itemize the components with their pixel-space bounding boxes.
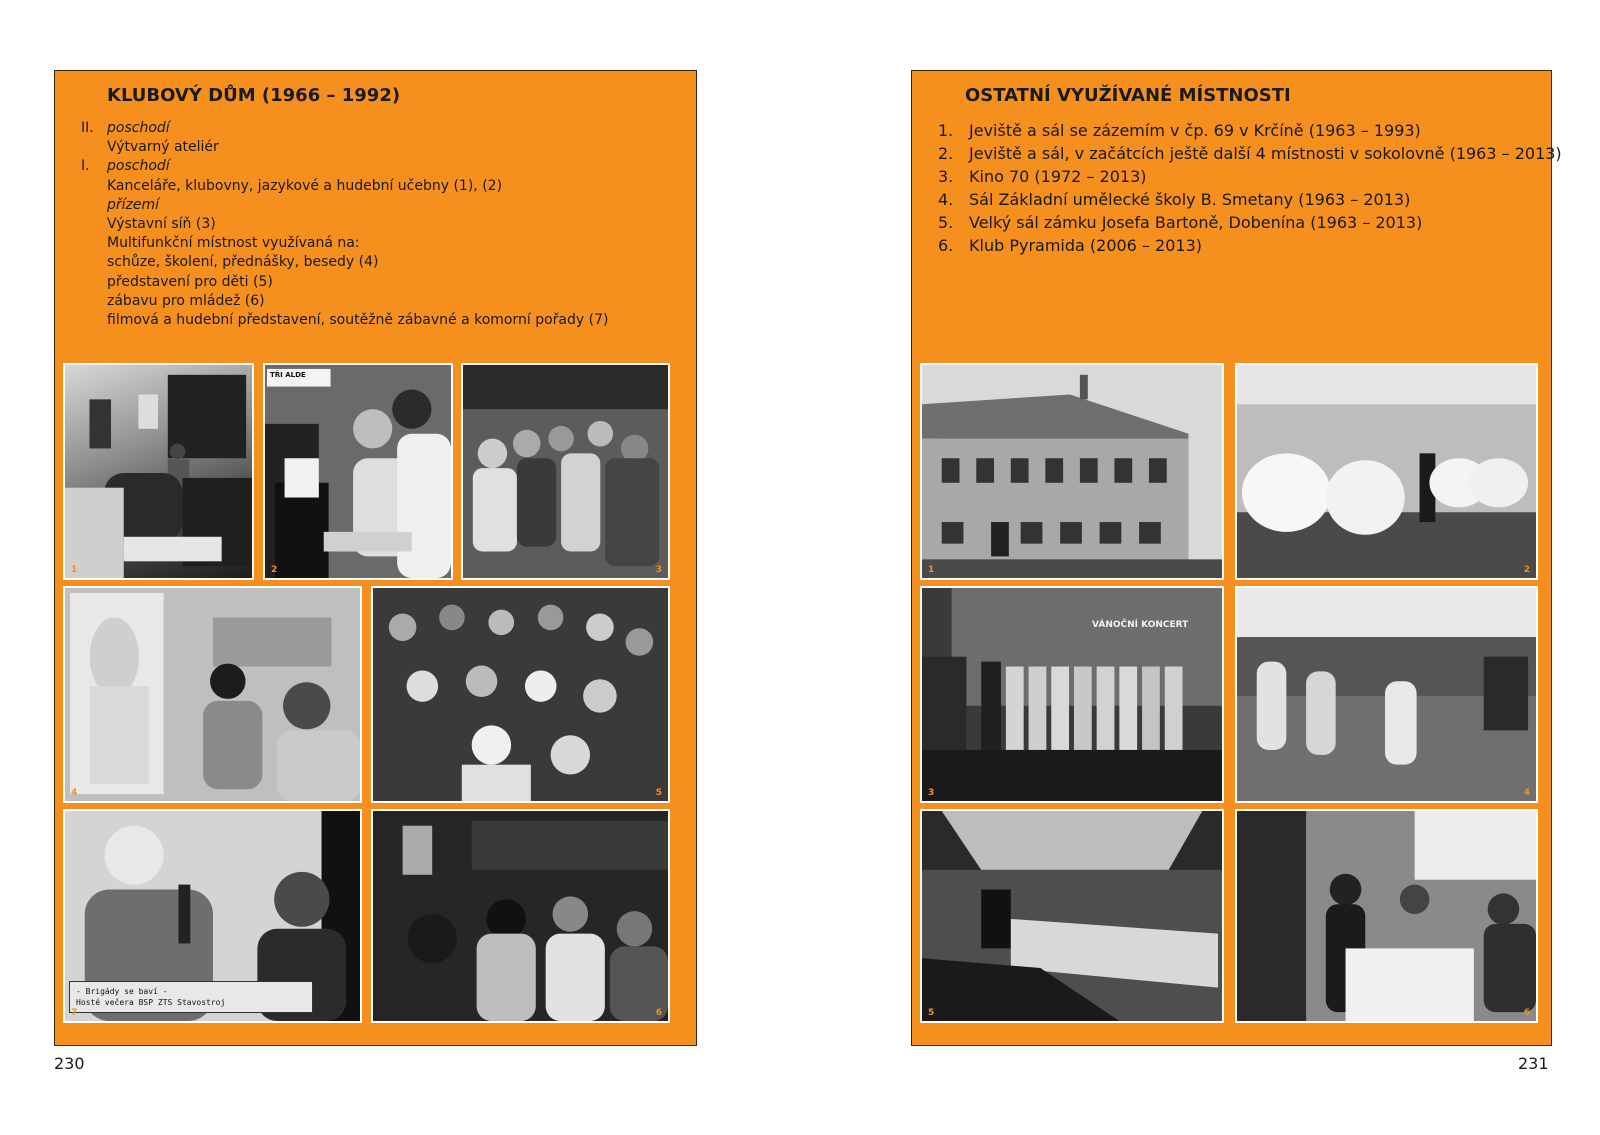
photo-classroom <box>63 363 254 580</box>
right-page-title: OSTATNÍ VYUŽÍVANÉ MÍSTNOSTI <box>965 85 1291 106</box>
list-item-number: 1. <box>938 121 954 140</box>
list-item-number: 4. <box>938 190 954 209</box>
photo-christmas-concert <box>920 586 1224 803</box>
floor-item-text: zábavu pro mládež (6) <box>107 292 265 309</box>
list-item <box>938 142 1562 165</box>
floor-item <box>81 292 681 311</box>
photo-youth-party <box>371 809 670 1023</box>
list-item <box>938 211 1548 234</box>
floor-item-text: Kanceláře, klubovny, jazykové a hudební učebny (1), (2) <box>107 177 503 194</box>
floor-item <box>81 253 681 272</box>
photo-number: 5 <box>655 788 662 798</box>
photo-interview-event <box>63 809 362 1023</box>
photo-lecture <box>63 586 362 803</box>
other-rooms-list <box>938 119 1562 257</box>
list-item-text: Jeviště a sál se zázemím v čp. 69 v Krčíně (1963 – 1993) <box>969 121 1421 140</box>
photo-number: 6 <box>655 1008 662 1018</box>
photo-number: 3 <box>655 565 662 575</box>
floor-label: poschodí <box>107 158 170 175</box>
floor-row <box>81 119 681 138</box>
photo-castle-hall <box>920 809 1224 1023</box>
list-item-text: Kino 70 (1972 – 2013) <box>969 167 1147 186</box>
photo-club-pyramida <box>1235 809 1538 1023</box>
photo-exhibition-hall <box>461 363 670 580</box>
floor-item-text: Výtvarný ateliér <box>107 139 219 156</box>
list-item-text: Velký sál zámku Josefa Bartoně, Dobenína (1963 – 2013) <box>969 213 1423 232</box>
list-item <box>938 234 1548 257</box>
caption-line: - Brigády se baví - <box>76 987 168 996</box>
floor-item <box>81 273 681 292</box>
photo-number: 6 <box>1523 1008 1530 1018</box>
photo-number: 4 <box>71 788 78 798</box>
floor-item <box>81 215 681 234</box>
stage-sign: VÁNOČNÍ KONCERT <box>1092 620 1189 630</box>
photo-ballroom-dance <box>1235 363 1538 580</box>
floor-item-text: schůze, školení, přednášky, besedy (4) <box>107 254 379 271</box>
photo-number: 7 <box>71 1008 78 1018</box>
floor-item-text: Výstavní síň (3) <box>107 216 216 233</box>
photo-number: 1 <box>71 565 78 575</box>
page-number-left: 230 <box>54 1054 85 1073</box>
list-item-number: 3. <box>938 167 954 186</box>
poster-text: TŘI ALDE <box>270 371 306 379</box>
photo-piano-lesson <box>263 363 453 580</box>
floor-item-text: představení pro děti (5) <box>107 273 273 290</box>
building-floors-list <box>81 119 681 330</box>
list-item <box>938 165 1548 188</box>
list-item <box>938 119 1548 142</box>
floor-item <box>81 234 681 253</box>
list-item <box>938 188 1548 211</box>
list-item-number: 6. <box>938 236 954 255</box>
photo-number: 2 <box>271 565 278 575</box>
photo-building-exterior <box>920 363 1224 580</box>
photo-caption-box <box>69 981 313 1013</box>
list-item-text: Klub Pyramida (2006 – 2013) <box>969 236 1202 255</box>
left-page-panel <box>54 70 697 1046</box>
photo-school-hall-dance <box>1235 586 1538 803</box>
right-page-panel <box>911 70 1562 1046</box>
caption-line: Hosté večera BSP ZTS Stavostroj <box>76 998 226 1007</box>
left-page-title: KLUBOVÝ DŮM (1966 – 1992) <box>107 85 401 106</box>
page-number-right: 231 <box>1518 1054 1549 1073</box>
floor-label: přízemí <box>107 196 160 213</box>
floor-number: II. <box>81 120 94 136</box>
list-item-number: 5. <box>938 213 954 232</box>
photo-number: 3 <box>928 788 935 798</box>
floor-item <box>81 177 681 196</box>
floor-row <box>81 196 681 215</box>
list-item-text: Jeviště a sál, v začátcích ještě další 4 místnosti v sokolovně (1963 – 2013) <box>969 144 1562 163</box>
photo-number: 2 <box>1523 565 1530 575</box>
floor-item <box>81 311 681 330</box>
floor-item-text: filmová a hudební představení, soutěžně zábavné a komorní pořady (7) <box>107 312 609 329</box>
photo-children-audience <box>371 586 670 803</box>
floor-item-text: Multifunkční místnost využívaná na: <box>107 235 360 252</box>
photo-number: 4 <box>1523 788 1530 798</box>
floor-row <box>81 157 681 176</box>
photo-number: 5 <box>928 1008 935 1018</box>
floor-number: I. <box>81 158 90 175</box>
floor-label: poschodí <box>107 120 170 136</box>
list-item-text: Sál Základní umělecké školy B. Smetany (1963 – 2013) <box>969 190 1411 209</box>
photo-number: 1 <box>928 565 935 575</box>
floor-item <box>81 138 681 157</box>
list-item-number: 2. <box>938 144 954 163</box>
